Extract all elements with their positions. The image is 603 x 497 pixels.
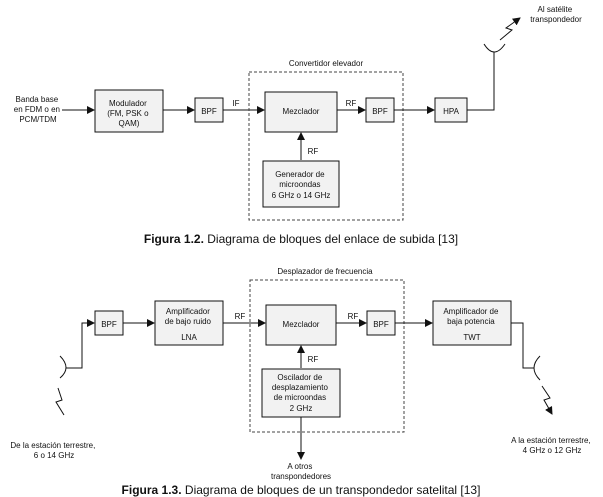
oscillator-label: Oscilador de desplazamiento de microondas 2 GHz — [271, 373, 328, 413]
figure-caption-2: Figura 1.3. Diagrama de bloques de un transpondedor satelital [13] — [121, 483, 481, 497]
baseband-input-label: Banda base en FDM o en PCM/TDM — [13, 95, 61, 124]
rf-label-mixer-out: RF — [345, 99, 357, 108]
figure-caption-1: Figura 1.2. Diagrama de bloques del enlace de subida [13] — [143, 232, 459, 246]
if-label: IF — [232, 99, 240, 108]
uplink-antenna-icon — [484, 44, 505, 52]
rf-label-mixer2-out: RF — [347, 312, 359, 321]
receive-antenna-icon — [60, 356, 66, 378]
modulator-label: Modulador (FM, PSK o QAM) — [107, 99, 149, 128]
uplink-diagram — [14, 5, 582, 220]
rf-label-generator: RF — [307, 147, 319, 156]
upconverter-title: Convertidor elevador — [288, 59, 364, 68]
hpa-label: HPA — [443, 107, 459, 116]
mixer-label-1: Mezclador — [282, 107, 320, 116]
transmit-antenna-icon — [534, 356, 540, 380]
rf-label-lna-out: RF — [234, 312, 246, 321]
twt-label: Amplificador de baja potencia TWT — [443, 307, 499, 342]
other-transponders-label: A otros transpondedores — [270, 462, 332, 481]
line-hpa-to-antenna — [467, 52, 494, 110]
earth-in-label: De la estación terrestre, 6 o 14 GHz — [10, 441, 96, 460]
frequency-shifter-title: Desplazador de frecuencia — [277, 267, 373, 276]
bpf-label-1: BPF — [201, 107, 217, 116]
bpf-label-2: BPF — [372, 107, 388, 116]
uplink-zigzag-icon — [500, 18, 520, 40]
mixer-label-2: Mezclador — [282, 320, 320, 329]
line-antenna-to-bpf — [66, 323, 94, 368]
satellite-label: Al satélite transpondedor — [530, 5, 582, 24]
generator-label: Generador de microondas 6 GHz o 14 GHz — [271, 170, 331, 200]
line-twt-to-antenna — [511, 323, 534, 368]
transponder-diagram — [10, 267, 593, 481]
earth-out-label: A la estación terrestre, 4 GHz o 12 GHz — [511, 436, 591, 455]
bpf-label-3: BPF — [101, 320, 117, 329]
downlink-zigzag-icon — [56, 388, 64, 415]
downlink-out-zigzag-icon — [542, 386, 552, 414]
rf-label-oscillator: RF — [307, 355, 319, 364]
lna-label: Amplificador de bajo ruido LNA — [164, 307, 212, 342]
bpf-label-4: BPF — [373, 320, 389, 329]
